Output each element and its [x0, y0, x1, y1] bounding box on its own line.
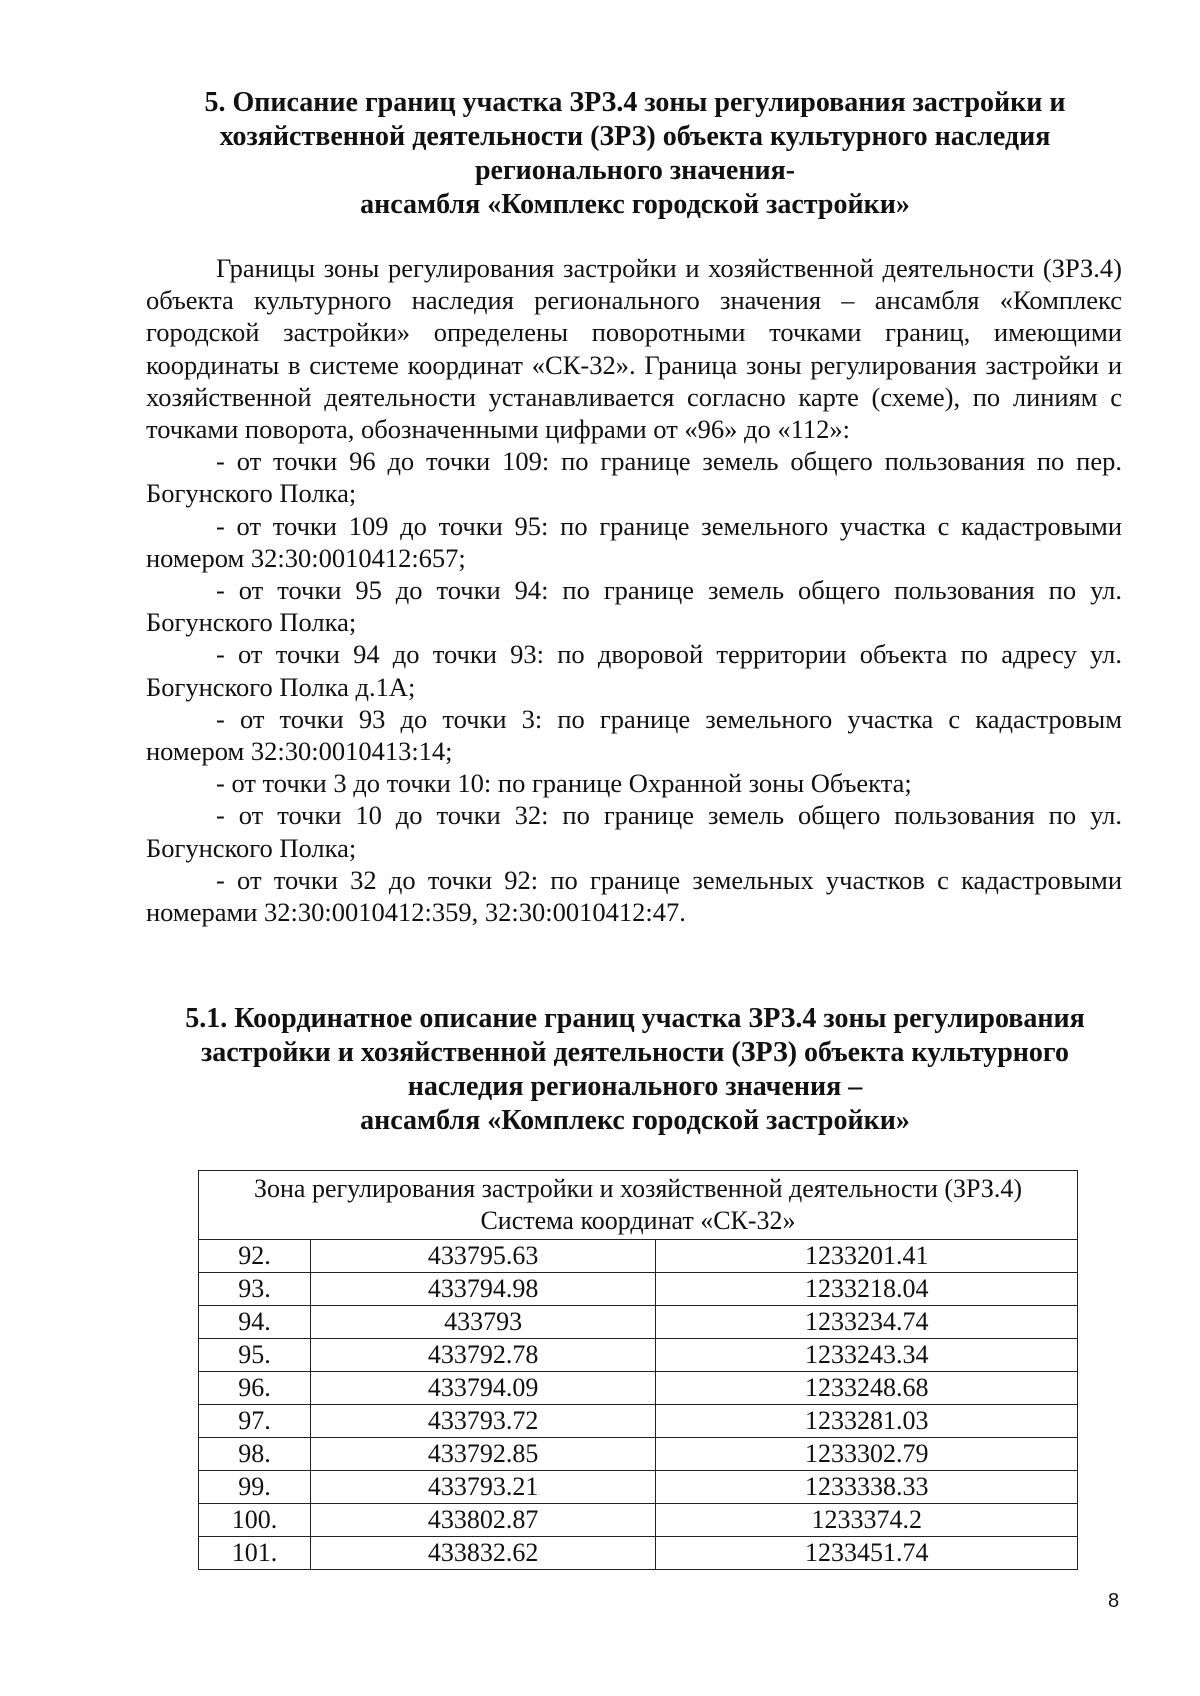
coord-x: 433802.87: [310, 1504, 656, 1537]
boundary-item: - от точки 96 до точки 109: по границе земель общего пользования по пер. Богунского Полка;: [146, 446, 1122, 509]
coordinates-table: [198, 1170, 1078, 1570]
table-row: [199, 1438, 1078, 1471]
coord-y: 1233374.2: [656, 1504, 1078, 1537]
table-row: [199, 1339, 1078, 1372]
table-row: [199, 1240, 1078, 1273]
coord-y: 1233281.03: [656, 1405, 1078, 1438]
coord-y: 1233248.68: [656, 1372, 1078, 1405]
coord-y: 1233234.74: [656, 1306, 1078, 1339]
intro-paragraph: Границы зоны регулирования застройки и хозяйственной деятельности (ЗРЗ.4) объекта культурного наследия регионального значения – ансамбля «Комплекс городской застройки» определены поворотными точками границ, имеющими координаты в системе координат «СК-32». Граница зоны регулирования застройки и хозяйственной деятельности устанавливается согласно карте (схеме), по линиям с точками поворота, обозначенными цифрами от «96» до «112»:: [146, 253, 1122, 445]
heading-line: 5.1. Координатное описание границ участка ЗРЗ.4 зоны регулирования: [185, 1003, 1085, 1034]
point-number: 94.: [199, 1306, 311, 1339]
coord-y: 1233338.33: [656, 1471, 1078, 1504]
boundary-item: - от точки 10 до точки 32: по границе земель общего пользования по ул. Богунского Полка;: [146, 800, 1122, 863]
section-5-heading: [150, 86, 1120, 222]
coord-x: 433795.63: [310, 1240, 656, 1273]
boundary-item: - от точки 94 до точки 93: по дворовой территории объекта по адресу ул. Богунского Полка д.1А;: [146, 639, 1122, 702]
coord-x: 433794.98: [310, 1273, 656, 1306]
point-number: 93.: [199, 1273, 311, 1306]
boundary-item: - от точки 109 до точки 95: по границе земельного участка с кадастровыми номером 32:30:0010412:657;: [146, 510, 1122, 573]
point-number: 92.: [199, 1240, 311, 1273]
coord-x: 433792.85: [310, 1438, 656, 1471]
point-number: 97.: [199, 1405, 311, 1438]
table-row: [199, 1471, 1078, 1504]
coord-y: 1233201.41: [656, 1240, 1078, 1273]
heading-line: наследия регионального значения –: [407, 1071, 863, 1102]
table-row: [199, 1537, 1078, 1570]
point-number: 101.: [199, 1537, 311, 1570]
point-number: 100.: [199, 1504, 311, 1537]
coord-x: 433794.09: [310, 1372, 656, 1405]
coord-y: 1233451.74: [656, 1537, 1078, 1570]
table-row: [199, 1372, 1078, 1405]
coord-x: 433793.72: [310, 1405, 656, 1438]
table-row: [199, 1405, 1078, 1438]
section-5-body: [146, 252, 1122, 928]
boundary-item: - от точки 3 до точки 10: по границе Охранной зоны Объекта;: [216, 768, 912, 799]
point-number: 95.: [199, 1339, 311, 1372]
table-row: [199, 1504, 1078, 1537]
coord-y: 1233243.34: [656, 1339, 1078, 1372]
table-header: [199, 1171, 1078, 1240]
coord-x: 433792.78: [310, 1339, 656, 1372]
table-row: [199, 1306, 1078, 1339]
point-number: 96.: [199, 1372, 311, 1405]
heading-line: 5. Описание границ участка ЗРЗ.4 зоны регулирования застройки и: [204, 87, 1066, 118]
heading-line: ансамбля «Комплекс городской застройки»: [360, 1105, 910, 1136]
table-row: [199, 1273, 1078, 1306]
point-number: 99.: [199, 1471, 311, 1504]
table-header-zone: Зона регулирования застройки и хозяйственной деятельности (ЗРЗ.4): [253, 1174, 1023, 1203]
heading-line: ансамбля «Комплекс городской застройки»: [360, 189, 910, 220]
heading-line: хозяйственной деятельности (ЗРЗ) объекта культурного наследия: [219, 121, 1051, 152]
heading-line: застройки и хозяйственной деятельности (ЗРЗ) объекта культурного: [201, 1037, 1069, 1068]
coord-y: 1233302.79: [656, 1438, 1078, 1471]
heading-line: регионального значения-: [474, 155, 796, 186]
coord-x: 433832.62: [310, 1537, 656, 1570]
coord-x: 433793: [310, 1306, 656, 1339]
boundary-item: - от точки 32 до точки 92: по границе земельных участков с кадастровыми номерами 32:30:0010412:359, 32:30:0010412:47.: [146, 864, 1122, 928]
coord-x: 433793.21: [310, 1471, 656, 1504]
section-5-1-heading: [150, 1002, 1120, 1138]
table-header-system: Система координат «СК-32»: [480, 1206, 796, 1235]
boundary-item: - от точки 95 до точки 94: по границе земель общего пользования по ул. Богунского Полка;: [146, 575, 1122, 638]
boundary-item: - от точки 93 до точки 3: по границе земельного участка с кадастровым номером 32:30:0010413:14;: [146, 703, 1122, 767]
point-number: 98.: [199, 1438, 311, 1471]
coord-y: 1233218.04: [656, 1273, 1078, 1306]
page-number: 8: [1108, 1590, 1120, 1612]
